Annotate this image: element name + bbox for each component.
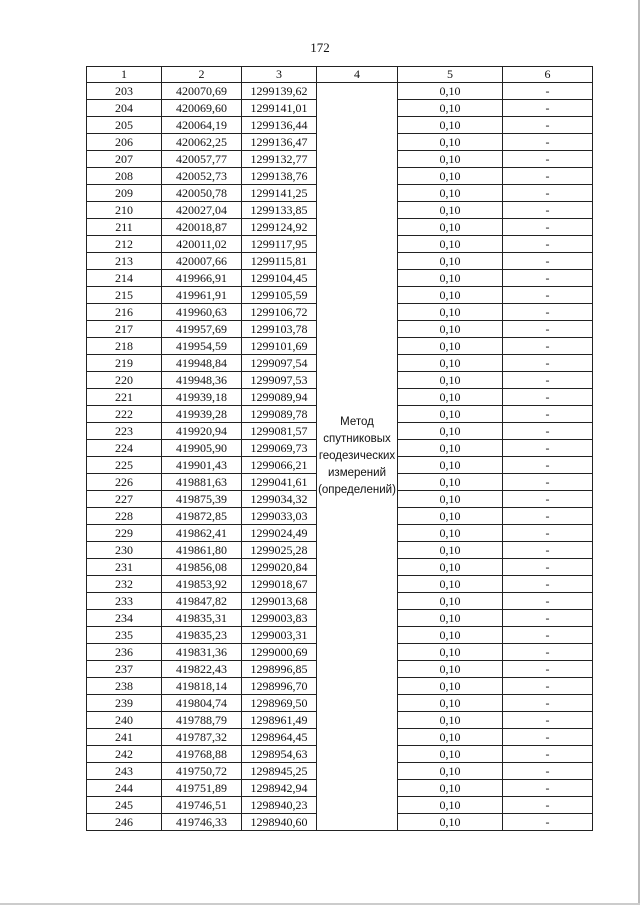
point-number-cell: 216: [87, 304, 162, 321]
point-number-cell: 222: [87, 406, 162, 423]
x-coordinate-cell: 419939,18: [162, 389, 242, 406]
y-coordinate-cell: 1298996,85: [242, 661, 317, 678]
accuracy-cell: 0,10: [398, 678, 503, 695]
note-cell: -: [503, 389, 593, 406]
point-number-cell: 207: [87, 151, 162, 168]
note-cell: -: [503, 491, 593, 508]
accuracy-cell: 0,10: [398, 627, 503, 644]
point-number-cell: 203: [87, 83, 162, 100]
point-number-cell: 212: [87, 236, 162, 253]
x-coordinate-cell: 420018,87: [162, 219, 242, 236]
note-cell: -: [503, 593, 593, 610]
x-coordinate-cell: 420069,60: [162, 100, 242, 117]
x-coordinate-cell: 419788,79: [162, 712, 242, 729]
table-body: [87, 83, 593, 831]
note-cell: -: [503, 525, 593, 542]
header-col-1: 1: [87, 67, 162, 83]
accuracy-cell: 0,10: [398, 83, 503, 100]
x-coordinate-cell: 419901,43: [162, 457, 242, 474]
y-coordinate-cell: 1299024,49: [242, 525, 317, 542]
note-cell: -: [503, 559, 593, 576]
point-number-cell: 204: [87, 100, 162, 117]
accuracy-cell: 0,10: [398, 287, 503, 304]
x-coordinate-cell: 419905,90: [162, 440, 242, 457]
table-row: [87, 83, 593, 100]
x-coordinate-cell: 420052,73: [162, 168, 242, 185]
header-col-6: 6: [503, 67, 593, 83]
point-number-cell: 210: [87, 202, 162, 219]
page-number: 172: [310, 40, 330, 55]
accuracy-cell: 0,10: [398, 355, 503, 372]
point-number-cell: 223: [87, 423, 162, 440]
accuracy-cell: 0,10: [398, 321, 503, 338]
x-coordinate-cell: 420007,66: [162, 253, 242, 270]
point-number-cell: 246: [87, 814, 162, 831]
y-coordinate-cell: 1299117,95: [242, 236, 317, 253]
x-coordinate-cell: 419853,92: [162, 576, 242, 593]
x-coordinate-cell: 419920,94: [162, 423, 242, 440]
y-coordinate-cell: 1299003,31: [242, 627, 317, 644]
point-number-cell: 241: [87, 729, 162, 746]
note-cell: -: [503, 474, 593, 491]
x-coordinate-cell: 419750,72: [162, 763, 242, 780]
point-number-cell: 213: [87, 253, 162, 270]
header-col-4: 4: [317, 67, 398, 83]
header-col-2: 2: [162, 67, 242, 83]
accuracy-cell: 0,10: [398, 491, 503, 508]
note-cell: -: [503, 678, 593, 695]
point-number-cell: 217: [87, 321, 162, 338]
note-cell: -: [503, 253, 593, 270]
x-coordinate-cell: 419881,63: [162, 474, 242, 491]
point-number-cell: 226: [87, 474, 162, 491]
point-number-cell: 243: [87, 763, 162, 780]
point-number-cell: 220: [87, 372, 162, 389]
method-cell: Метод спутниковых геодезических измерений (определений): [317, 83, 398, 831]
x-coordinate-cell: 419822,43: [162, 661, 242, 678]
y-coordinate-cell: 1299104,45: [242, 270, 317, 287]
x-coordinate-cell: 419746,51: [162, 797, 242, 814]
accuracy-cell: 0,10: [398, 168, 503, 185]
y-coordinate-cell: 1299081,57: [242, 423, 317, 440]
point-number-cell: 234: [87, 610, 162, 627]
note-cell: -: [503, 457, 593, 474]
point-number-cell: 233: [87, 593, 162, 610]
accuracy-cell: 0,10: [398, 593, 503, 610]
x-coordinate-cell: 420057,77: [162, 151, 242, 168]
x-coordinate-cell: 420070,69: [162, 83, 242, 100]
x-coordinate-cell: 419856,08: [162, 559, 242, 576]
coordinates-table: [86, 66, 593, 831]
note-cell: -: [503, 83, 593, 100]
x-coordinate-cell: 419862,41: [162, 525, 242, 542]
note-cell: -: [503, 576, 593, 593]
y-coordinate-cell: 1298961,49: [242, 712, 317, 729]
accuracy-cell: 0,10: [398, 797, 503, 814]
y-coordinate-cell: 1299089,78: [242, 406, 317, 423]
note-cell: -: [503, 355, 593, 372]
note-cell: -: [503, 372, 593, 389]
accuracy-cell: 0,10: [398, 236, 503, 253]
accuracy-cell: 0,10: [398, 185, 503, 202]
y-coordinate-cell: 1299069,73: [242, 440, 317, 457]
y-coordinate-cell: 1299103,78: [242, 321, 317, 338]
note-cell: -: [503, 202, 593, 219]
y-coordinate-cell: 1299132,77: [242, 151, 317, 168]
x-coordinate-cell: 419818,14: [162, 678, 242, 695]
x-coordinate-cell: 419960,63: [162, 304, 242, 321]
accuracy-cell: 0,10: [398, 729, 503, 746]
point-number-cell: 209: [87, 185, 162, 202]
y-coordinate-cell: 1299066,21: [242, 457, 317, 474]
point-number-cell: 227: [87, 491, 162, 508]
note-cell: -: [503, 168, 593, 185]
point-number-cell: 208: [87, 168, 162, 185]
x-coordinate-cell: 419835,23: [162, 627, 242, 644]
point-number-cell: 205: [87, 117, 162, 134]
note-cell: -: [503, 627, 593, 644]
x-coordinate-cell: 420062,25: [162, 134, 242, 151]
point-number-cell: 240: [87, 712, 162, 729]
accuracy-cell: 0,10: [398, 270, 503, 287]
point-number-cell: 237: [87, 661, 162, 678]
y-coordinate-cell: 1299025,28: [242, 542, 317, 559]
x-coordinate-cell: 419948,84: [162, 355, 242, 372]
note-cell: -: [503, 814, 593, 831]
accuracy-cell: 0,10: [398, 780, 503, 797]
note-cell: -: [503, 406, 593, 423]
accuracy-cell: 0,10: [398, 525, 503, 542]
accuracy-cell: 0,10: [398, 559, 503, 576]
accuracy-cell: 0,10: [398, 695, 503, 712]
note-cell: -: [503, 338, 593, 355]
x-coordinate-cell: 419939,28: [162, 406, 242, 423]
accuracy-cell: 0,10: [398, 661, 503, 678]
y-coordinate-cell: 1299000,69: [242, 644, 317, 661]
accuracy-cell: 0,10: [398, 100, 503, 117]
y-coordinate-cell: 1299097,54: [242, 355, 317, 372]
y-coordinate-cell: 1299115,81: [242, 253, 317, 270]
point-number-cell: 219: [87, 355, 162, 372]
point-number-cell: 245: [87, 797, 162, 814]
accuracy-cell: 0,10: [398, 304, 503, 321]
point-number-cell: 224: [87, 440, 162, 457]
note-cell: -: [503, 270, 593, 287]
x-coordinate-cell: 419847,82: [162, 593, 242, 610]
point-number-cell: 242: [87, 746, 162, 763]
y-coordinate-cell: 1298945,25: [242, 763, 317, 780]
point-number-cell: 238: [87, 678, 162, 695]
y-coordinate-cell: 1299101,69: [242, 338, 317, 355]
y-coordinate-cell: 1298996,70: [242, 678, 317, 695]
x-coordinate-cell: 419961,91: [162, 287, 242, 304]
note-cell: -: [503, 729, 593, 746]
point-number-cell: 231: [87, 559, 162, 576]
y-coordinate-cell: 1298964,45: [242, 729, 317, 746]
accuracy-cell: 0,10: [398, 406, 503, 423]
point-number-cell: 218: [87, 338, 162, 355]
point-number-cell: 221: [87, 389, 162, 406]
x-coordinate-cell: 419835,31: [162, 610, 242, 627]
note-cell: -: [503, 644, 593, 661]
y-coordinate-cell: 1299141,25: [242, 185, 317, 202]
note-cell: -: [503, 508, 593, 525]
note-cell: -: [503, 236, 593, 253]
point-number-cell: 206: [87, 134, 162, 151]
note-cell: -: [503, 134, 593, 151]
note-cell: -: [503, 695, 593, 712]
x-coordinate-cell: 419948,36: [162, 372, 242, 389]
accuracy-cell: 0,10: [398, 219, 503, 236]
y-coordinate-cell: 1299020,84: [242, 559, 317, 576]
y-coordinate-cell: 1298954,63: [242, 746, 317, 763]
y-coordinate-cell: 1299141,01: [242, 100, 317, 117]
y-coordinate-cell: 1299097,53: [242, 372, 317, 389]
point-number-cell: 236: [87, 644, 162, 661]
accuracy-cell: 0,10: [398, 117, 503, 134]
y-coordinate-cell: 1298942,94: [242, 780, 317, 797]
x-coordinate-cell: 419875,39: [162, 491, 242, 508]
note-cell: -: [503, 746, 593, 763]
y-coordinate-cell: 1299138,76: [242, 168, 317, 185]
y-coordinate-cell: 1299105,59: [242, 287, 317, 304]
y-coordinate-cell: 1298940,60: [242, 814, 317, 831]
y-coordinate-cell: 1299133,85: [242, 202, 317, 219]
note-cell: -: [503, 151, 593, 168]
x-coordinate-cell: 420050,78: [162, 185, 242, 202]
note-cell: -: [503, 763, 593, 780]
y-coordinate-cell: 1298969,50: [242, 695, 317, 712]
accuracy-cell: 0,10: [398, 508, 503, 525]
accuracy-cell: 0,10: [398, 151, 503, 168]
x-coordinate-cell: 420064,19: [162, 117, 242, 134]
y-coordinate-cell: 1299013,68: [242, 593, 317, 610]
accuracy-cell: 0,10: [398, 372, 503, 389]
y-coordinate-cell: 1299003,83: [242, 610, 317, 627]
point-number-cell: 229: [87, 525, 162, 542]
point-number-cell: 215: [87, 287, 162, 304]
x-coordinate-cell: 419804,74: [162, 695, 242, 712]
y-coordinate-cell: 1299034,32: [242, 491, 317, 508]
point-number-cell: 235: [87, 627, 162, 644]
accuracy-cell: 0,10: [398, 440, 503, 457]
y-coordinate-cell: 1299136,44: [242, 117, 317, 134]
note-cell: -: [503, 797, 593, 814]
accuracy-cell: 0,10: [398, 644, 503, 661]
accuracy-cell: 0,10: [398, 338, 503, 355]
note-cell: -: [503, 219, 593, 236]
accuracy-cell: 0,10: [398, 474, 503, 491]
point-number-cell: 230: [87, 542, 162, 559]
x-coordinate-cell: 419957,69: [162, 321, 242, 338]
x-coordinate-cell: 419768,88: [162, 746, 242, 763]
point-number-cell: 232: [87, 576, 162, 593]
x-coordinate-cell: 419751,89: [162, 780, 242, 797]
note-cell: -: [503, 117, 593, 134]
y-coordinate-cell: 1298940,23: [242, 797, 317, 814]
x-coordinate-cell: 420027,04: [162, 202, 242, 219]
accuracy-cell: 0,10: [398, 763, 503, 780]
table-header-row: [87, 67, 593, 83]
point-number-cell: 228: [87, 508, 162, 525]
x-coordinate-cell: 419746,33: [162, 814, 242, 831]
accuracy-cell: 0,10: [398, 712, 503, 729]
x-coordinate-cell: 419861,80: [162, 542, 242, 559]
header-col-3: 3: [242, 67, 317, 83]
accuracy-cell: 0,10: [398, 202, 503, 219]
note-cell: -: [503, 780, 593, 797]
point-number-cell: 225: [87, 457, 162, 474]
note-cell: -: [503, 542, 593, 559]
y-coordinate-cell: 1299106,72: [242, 304, 317, 321]
accuracy-cell: 0,10: [398, 746, 503, 763]
note-cell: -: [503, 304, 593, 321]
point-number-cell: 214: [87, 270, 162, 287]
note-cell: -: [503, 661, 593, 678]
note-cell: -: [503, 185, 593, 202]
y-coordinate-cell: 1299041,61: [242, 474, 317, 491]
point-number-cell: 239: [87, 695, 162, 712]
x-coordinate-cell: 419966,91: [162, 270, 242, 287]
accuracy-cell: 0,10: [398, 814, 503, 831]
accuracy-cell: 0,10: [398, 610, 503, 627]
x-coordinate-cell: 419787,32: [162, 729, 242, 746]
note-cell: -: [503, 321, 593, 338]
accuracy-cell: 0,10: [398, 423, 503, 440]
y-coordinate-cell: 1299089,94: [242, 389, 317, 406]
note-cell: -: [503, 100, 593, 117]
y-coordinate-cell: 1299139,62: [242, 83, 317, 100]
header-col-5: 5: [398, 67, 503, 83]
accuracy-cell: 0,10: [398, 542, 503, 559]
note-cell: -: [503, 440, 593, 457]
accuracy-cell: 0,10: [398, 576, 503, 593]
x-coordinate-cell: 419954,59: [162, 338, 242, 355]
y-coordinate-cell: 1299124,92: [242, 219, 317, 236]
accuracy-cell: 0,10: [398, 253, 503, 270]
x-coordinate-cell: 419872,85: [162, 508, 242, 525]
accuracy-cell: 0,10: [398, 457, 503, 474]
accuracy-cell: 0,10: [398, 389, 503, 406]
note-cell: -: [503, 423, 593, 440]
point-number-cell: 244: [87, 780, 162, 797]
note-cell: -: [503, 712, 593, 729]
y-coordinate-cell: 1299018,67: [242, 576, 317, 593]
y-coordinate-cell: 1299136,47: [242, 134, 317, 151]
y-coordinate-cell: 1299033,03: [242, 508, 317, 525]
x-coordinate-cell: 420011,02: [162, 236, 242, 253]
x-coordinate-cell: 419831,36: [162, 644, 242, 661]
point-number-cell: 211: [87, 219, 162, 236]
note-cell: -: [503, 610, 593, 627]
note-cell: -: [503, 287, 593, 304]
accuracy-cell: 0,10: [398, 134, 503, 151]
